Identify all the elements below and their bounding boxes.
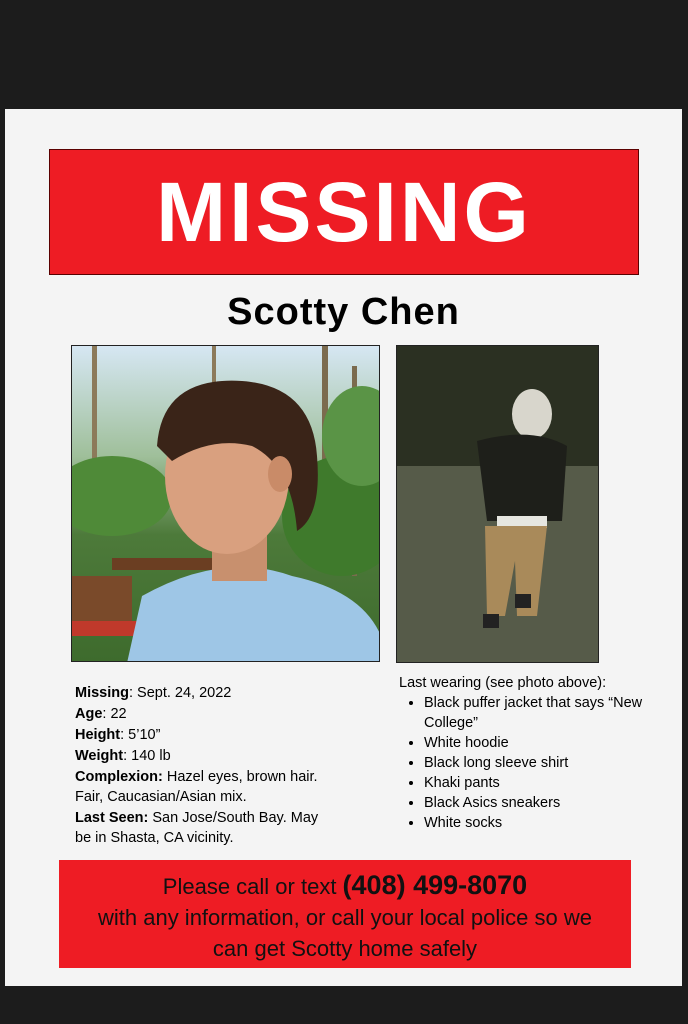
- detail-value: 5’10”: [128, 727, 161, 743]
- portrait-photo: [71, 345, 380, 662]
- clothing-item: • Black long sleeve shirt: [424, 753, 649, 773]
- detail-separator: :: [120, 727, 129, 743]
- detail-age: [75, 704, 325, 724]
- clothing-item: • Black puffer jacket that says “New College”: [424, 693, 649, 733]
- surveillance-illustration: [397, 346, 599, 663]
- detail-label: Missing: [75, 685, 129, 701]
- clothing-heading: Last wearing (see photo above):: [399, 675, 607, 691]
- detail-separator: :: [102, 706, 111, 722]
- detail-value: San Jose/South Bay. May be in Shasta, CA vicinity.: [75, 810, 319, 846]
- detail-label: Height: [75, 727, 121, 743]
- clothing-item: • Black Asics sneakers: [424, 793, 649, 813]
- detail-height: [75, 725, 325, 745]
- surveillance-photo: [396, 345, 599, 663]
- details-list: [75, 683, 325, 849]
- detail-weight: [75, 746, 325, 766]
- detail-value: 22: [110, 706, 127, 722]
- contact-prefix: Please call or text: [162, 874, 343, 899]
- detail-last-seen: [75, 808, 325, 848]
- banner-title: MISSING: [156, 164, 532, 259]
- missing-banner: [49, 149, 639, 275]
- detail-complexion: [75, 767, 325, 807]
- detail-value: Sept. 24, 2022: [137, 685, 232, 701]
- phone-number[interactable]: (408) 499-8070: [342, 870, 528, 900]
- detail-label: Complexion:: [75, 769, 163, 785]
- missing-poster: [5, 109, 682, 986]
- portrait-illustration: [72, 346, 380, 662]
- clothing-item: • White hoodie: [424, 733, 649, 753]
- contact-line-2: with any information, or call your local police so we: [97, 905, 592, 930]
- detail-separator: :: [128, 685, 138, 701]
- clothing-section: [399, 673, 649, 833]
- detail-label: Age: [75, 706, 103, 722]
- person-name: Scotty Chen: [227, 291, 460, 333]
- detail-value: 140 lb: [131, 748, 171, 764]
- detail-missing: [75, 683, 325, 703]
- contact-line-1: [59, 870, 631, 902]
- clothing-list: [399, 693, 649, 833]
- contact-line-3: can get Scotty home safely: [212, 936, 478, 961]
- detail-label: Last Seen:: [75, 810, 149, 826]
- clothing-item: • Khaki pants: [424, 773, 649, 793]
- detail-separator: :: [123, 748, 132, 764]
- contact-box: [59, 860, 631, 968]
- detail-label: Weight: [75, 748, 124, 764]
- clothing-item: • White socks: [424, 813, 649, 833]
- detail-value: Hazel eyes, brown hair. Fair, Caucasian/Asian mix.: [75, 769, 318, 805]
